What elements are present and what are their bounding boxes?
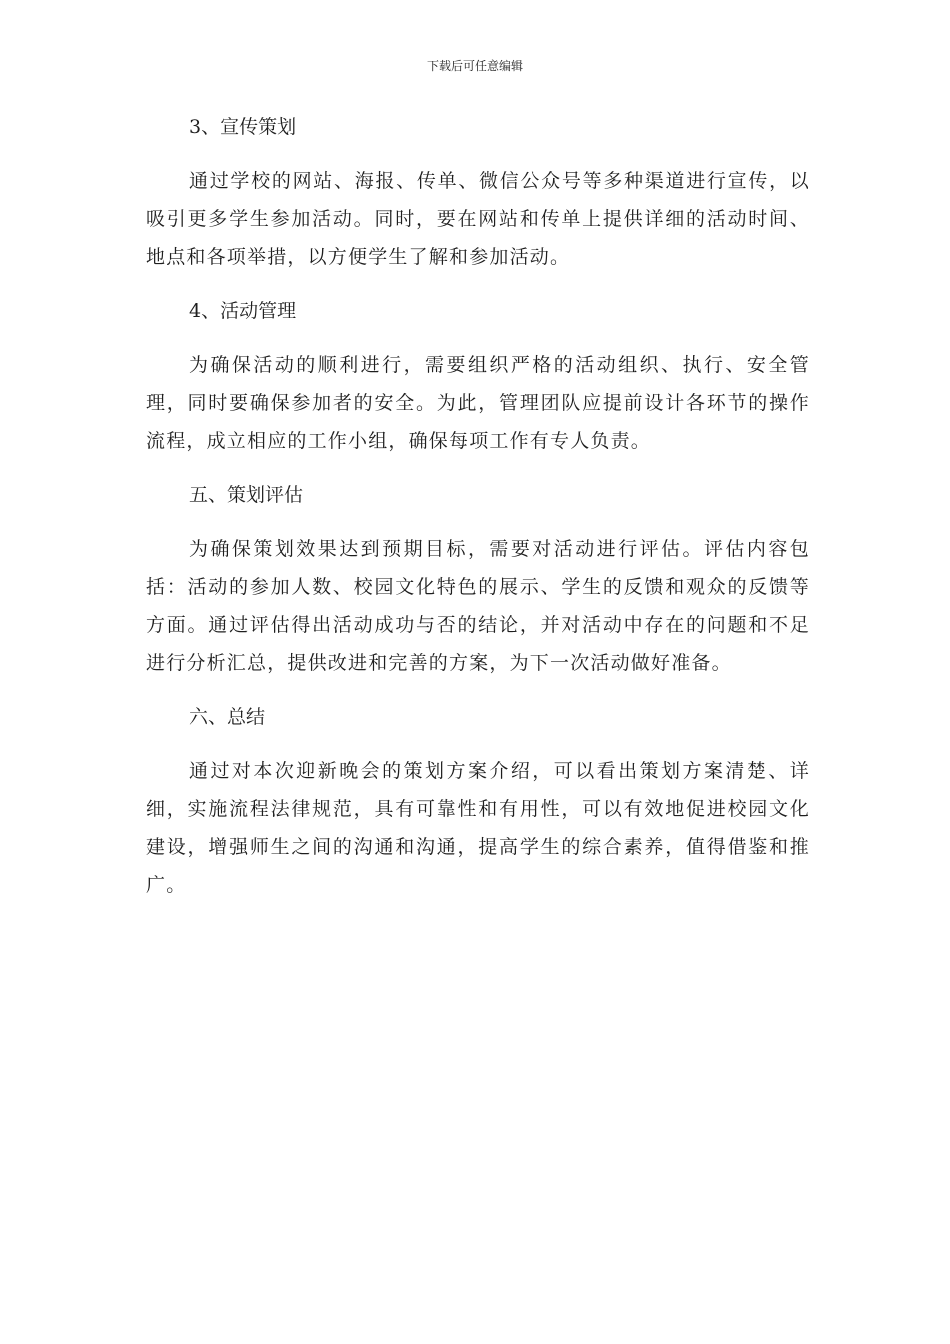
page-header-note: 下载后可任意编辑	[426, 59, 523, 73]
section-heading-publicity: 3、宣传策划	[189, 116, 297, 138]
section-paragraph-management: 为确保活动的顺利进行，需要组织严格的活动组织、执行、安全管理，同时要确保参加者的安全。为此，管理团队应提前设计各环节的操作流程，成立相应的工作小组，确保每项工作有专人负责。	[146, 354, 810, 452]
section-heading-summary: 六、总结	[189, 706, 266, 728]
section-paragraph-summary: 通过对本次迎新晚会的策划方案介绍，可以看出策划方案清楚、详细，实施流程法律规范，具有可靠性和有用性，可以有效地促进校园文化建设，增强师生之间的沟通和沟通，提高学生的综合素养，值得借鉴和推广。	[146, 760, 810, 896]
section-heading-management: 4、活动管理	[189, 300, 297, 322]
document-body	[146, 108, 810, 904]
section-paragraph-evaluation: 为确保策划效果达到预期目标，需要对活动进行评估。评估内容包括：活动的参加人数、校园文化特色的展示、学生的反馈和观众的反馈等方面。通过评估得出活动成功与否的结论，并对活动中存在的问题和不足进行分析汇总，提供改进和完善的方案，为下一次活动做好准备。	[146, 538, 810, 674]
section-paragraph-publicity: 通过学校的网站、海报、传单、微信公众号等多种渠道进行宣传，以吸引更多学生参加活动。同时，要在网站和传单上提供详细的活动时间、地点和各项举措，以方便学生了解和参加活动。	[146, 170, 810, 268]
section-heading-evaluation: 五、策划评估	[189, 484, 304, 506]
